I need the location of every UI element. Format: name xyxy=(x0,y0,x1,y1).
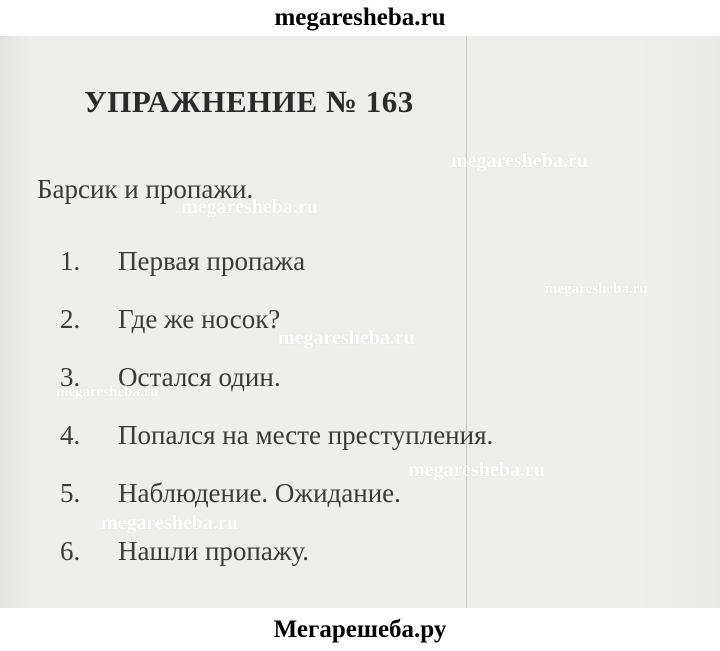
list-item-number: 1. xyxy=(60,246,81,276)
list-item-text: Нашли пропажу. xyxy=(118,536,310,566)
list-item-number: 4. xyxy=(60,420,81,450)
list-item-number: 6. xyxy=(60,536,81,566)
list-item-text: Попался на месте преступления. xyxy=(118,420,494,450)
bottom-watermark-text: Мегарешеба.ру xyxy=(273,615,447,643)
list-item-number: 2. xyxy=(60,304,81,334)
list-item xyxy=(0,304,280,335)
top-watermark-banner xyxy=(0,0,720,36)
watermark-text: megaresheba.ru xyxy=(408,459,545,481)
list-item-text: Где же носок? xyxy=(118,304,281,334)
list-item-text: Наблюдение. Ожидание. xyxy=(118,478,401,508)
bottom-watermark-banner xyxy=(0,608,720,651)
watermark-text: megaresheba.ru xyxy=(181,196,318,218)
watermark-text: megaresheba.ru xyxy=(451,150,588,172)
exercise-title: УПРАЖНЕНИЕ № 163 xyxy=(84,84,414,119)
list-item-text: Первая пропажа xyxy=(118,246,306,276)
exercise-subtitle: Барсик и пропажи. xyxy=(37,174,254,204)
list-item xyxy=(0,478,401,509)
watermark-text: megaresheba.ru xyxy=(56,384,159,400)
list-item xyxy=(0,420,493,451)
list-item xyxy=(0,536,309,567)
top-watermark-text: megaresheba.ru xyxy=(274,4,446,31)
watermark-text: megaresheba.ru xyxy=(278,327,415,349)
page-fold-line xyxy=(466,36,467,608)
watermark-text: megaresheba.ru xyxy=(545,281,648,297)
watermark-text: megaresheba.ru xyxy=(101,512,238,534)
list-item-text: Остался один. xyxy=(118,362,281,392)
page-shadow-right xyxy=(640,36,720,608)
list-item-number: 5. xyxy=(60,478,81,508)
list-item xyxy=(0,246,305,277)
list-item-number: 3. xyxy=(60,362,81,392)
